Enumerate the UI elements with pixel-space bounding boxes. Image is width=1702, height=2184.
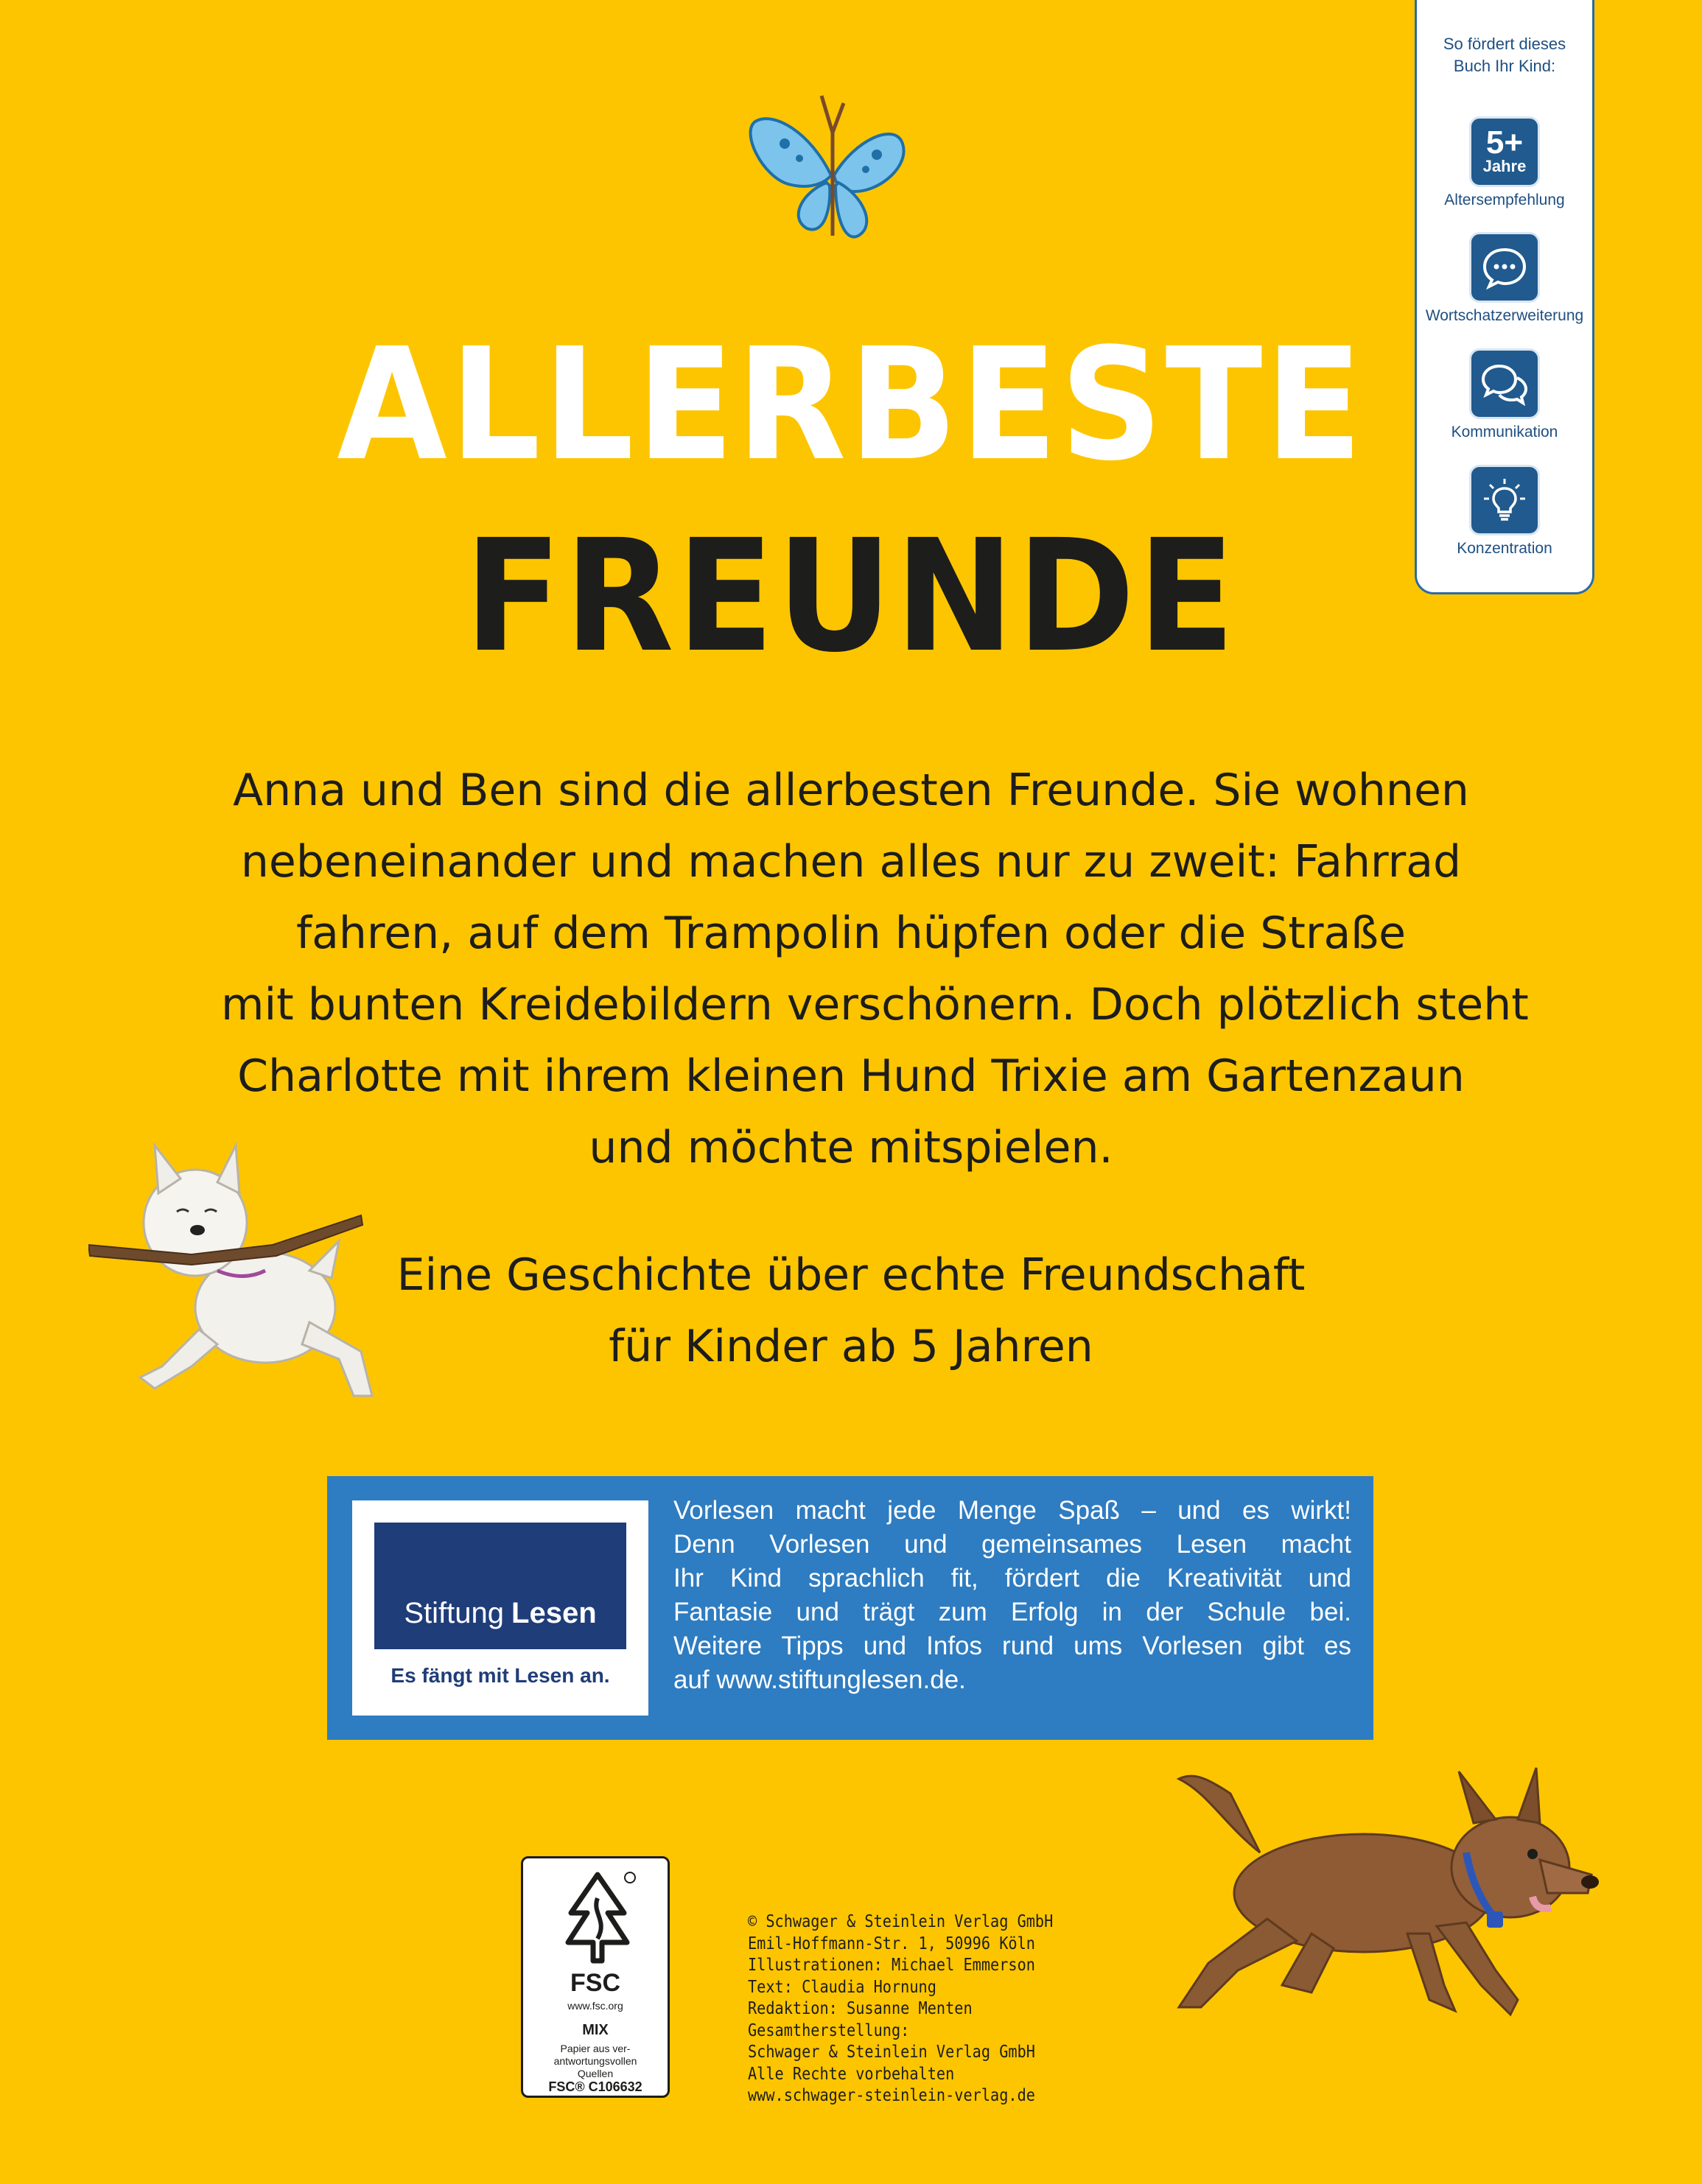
logo-slogan: Es fängt mit Lesen an. xyxy=(391,1664,610,1687)
description-line: Anna und Ben sind die allerbesten Freunde. Sie wohnen xyxy=(233,765,1469,816)
feature-age xyxy=(1417,116,1592,209)
imprint-line: www.schwager-steinlein-verlag.de xyxy=(748,2086,1035,2105)
fsc-tree-icon xyxy=(556,1869,639,1964)
stiftung-text-line: auf www.stiftunglesen.de. xyxy=(673,1665,966,1694)
tagline-line: für Kinder ab 5 Jahren xyxy=(609,1321,1093,1372)
fsc-paper-line: Papier aus ver- xyxy=(560,2043,631,2054)
fsc-label xyxy=(521,1856,670,2098)
stiftung-text-line: Ihr Kind sprachlich fit, fördert die Kreativität und xyxy=(673,1564,1351,1593)
imprint-line: Text: Claudia Hornung xyxy=(748,1977,936,1997)
stiftung-lesen-logo xyxy=(352,1500,648,1716)
two-speech-bubbles-icon xyxy=(1469,348,1540,419)
fsc-website: www.fsc.org xyxy=(567,2000,623,2012)
imprint-line: Redaktion: Susanne Menten xyxy=(748,1999,973,2018)
imprint-line: Gesamtherstellung: xyxy=(748,2020,910,2040)
age-number: 5+ xyxy=(1485,124,1524,161)
stiftung-text-line: Vorlesen macht jede Menge Spaß – und es wirkt! xyxy=(673,1496,1351,1525)
tagline-line: Eine Geschichte über echte Freundschaft xyxy=(396,1249,1306,1301)
logo-text-regular: Stiftung xyxy=(404,1597,505,1629)
fsc-code: FSC® C106632 xyxy=(548,2079,642,2094)
stiftung-lesen-text xyxy=(673,1494,1351,1697)
speech-bubble-dots-icon xyxy=(1469,232,1540,303)
stiftung-text-line: Fantasie und trägt zum Erfolg in der Schule bei. xyxy=(673,1598,1351,1626)
feature-communication xyxy=(1417,348,1592,441)
imprint-line: Illustrationen: Michael Emmerson xyxy=(748,1956,1035,1975)
skills-sidebar xyxy=(1415,0,1594,594)
stiftung-lesen-logo-mark xyxy=(374,1523,626,1649)
feature-label: Altersempfehlung xyxy=(1444,192,1565,208)
fsc-mix: MIX xyxy=(582,2022,609,2038)
stiftung-lesen-box xyxy=(327,1476,1373,1740)
description-line: nebeneinander und machen alles nur zu zweit: Fahrrad xyxy=(240,836,1462,888)
feature-label: Wortschatzerweiterung xyxy=(1425,307,1584,324)
description xyxy=(221,755,1529,1184)
fsc-logo-text: FSC xyxy=(570,1969,620,1997)
logo-text-bold: Lesen xyxy=(511,1597,597,1629)
imprint-line: Schwager & Steinlein Verlag GmbH xyxy=(748,2043,1035,2062)
feature-label: Kommunikation xyxy=(1451,424,1558,440)
title-line-1: ALLERBESTE xyxy=(337,315,1365,495)
description-line: fahren, auf dem Trampolin hüpfen oder die Straße xyxy=(295,907,1407,959)
imprint-line: Emil-Hoffmann-Str. 1, 50996 Köln xyxy=(748,1934,1035,1953)
butterfly-illustration xyxy=(744,88,914,258)
imprint xyxy=(748,1911,1085,2107)
sidebar-header-line: Buch Ihr Kind: xyxy=(1453,57,1556,75)
description-line: und möchte mitspielen. xyxy=(589,1122,1113,1173)
imprint-line: Alle Rechte vorbehalten xyxy=(748,2064,955,2084)
brown-dog-illustration xyxy=(1164,1764,1606,2029)
sidebar-header xyxy=(1417,33,1592,77)
feature-concentration xyxy=(1417,465,1592,558)
title-line-2: FREUNDE xyxy=(464,506,1238,687)
description-line: Charlotte mit ihrem kleinen Hund Trixie am Gartenzaun xyxy=(237,1050,1465,1102)
sidebar-header-line: So fördert dieses xyxy=(1443,35,1566,53)
imprint-line: © Schwager & Steinlein Verlag GmbH xyxy=(748,1912,1054,1931)
white-dog-illustration xyxy=(88,1123,391,1411)
description-line: mit bunten Kreidebildern verschönern. Doch plötzlich steht xyxy=(221,979,1529,1030)
age-badge xyxy=(1469,116,1540,187)
tagline xyxy=(221,1240,1481,1383)
lightbulb-icon xyxy=(1469,465,1540,536)
stiftung-text-line: Denn Vorlesen und gemeinsames Lesen macht xyxy=(673,1530,1351,1559)
fsc-paper-text xyxy=(523,2043,668,2080)
stiftung-text-line: Weitere Tipps und Infos rund ums Vorlesen gibt es xyxy=(673,1632,1351,1660)
age-unit: Jahre xyxy=(1482,157,1527,175)
feature-label: Konzentration xyxy=(1457,540,1552,557)
feature-vocabulary xyxy=(1417,232,1592,325)
fsc-paper-line: Quellen xyxy=(577,2068,614,2079)
fsc-paper-line: antwortungsvollen xyxy=(553,2055,637,2067)
